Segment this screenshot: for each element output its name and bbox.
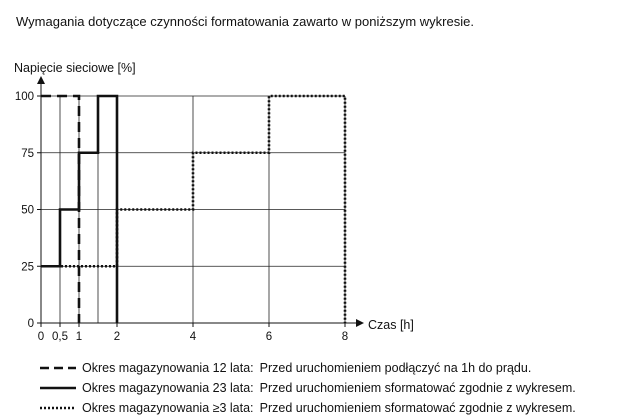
legend-swatch-solid	[38, 378, 82, 398]
y-tick-label: 25	[21, 261, 34, 274]
y-axis-arrow	[37, 76, 45, 84]
y-axis-label: Napięcie sieciowe [%]	[14, 61, 136, 75]
x-axis-label: Czas [h]	[368, 318, 414, 332]
legend-swatch-dotted	[38, 398, 82, 418]
y-tick-label: 50	[21, 204, 34, 217]
x-axis-arrow	[356, 319, 364, 327]
x-tick-label: 0,5	[52, 331, 68, 343]
legend-row	[38, 398, 576, 418]
x-tick-label: 1	[75, 331, 83, 343]
legend-text: Przed uruchomieniem sformatować zgodnie z wykresem.	[259, 381, 576, 395]
axes	[37, 76, 364, 327]
x-tick-label: 4	[189, 331, 197, 343]
legend-text: Przed uruchomieniem podłączyć na 1h do prądu.	[259, 361, 532, 375]
x-tick-label: 0	[37, 331, 45, 343]
x-tick-label: 6	[265, 331, 273, 343]
intro-text: Wymagania dotyczące czynności formatowania zawarto w poniższym wykresie.	[16, 14, 474, 29]
legend-row	[38, 358, 576, 378]
y-tick-label: 75	[21, 147, 34, 160]
legend-row	[38, 378, 576, 398]
tick-labels	[15, 91, 348, 343]
legend-label: Okres magazynowania 12 lata:	[82, 361, 254, 375]
legend-text: Przed uruchomieniem sformatować zgodnie z wykresem.	[259, 401, 576, 415]
legend-swatch-dashed	[38, 358, 82, 378]
legend-label: Okres magazynowania 23 lata:	[82, 381, 254, 395]
legend	[38, 358, 576, 418]
x-tick-label: 8	[341, 331, 349, 343]
legend-label: Okres magazynowania ≥3 lata:	[82, 401, 254, 415]
y-tick-label: 100	[14, 91, 34, 103]
x-tick-label: 2	[113, 331, 121, 343]
y-tick-label: 0	[27, 318, 34, 330]
